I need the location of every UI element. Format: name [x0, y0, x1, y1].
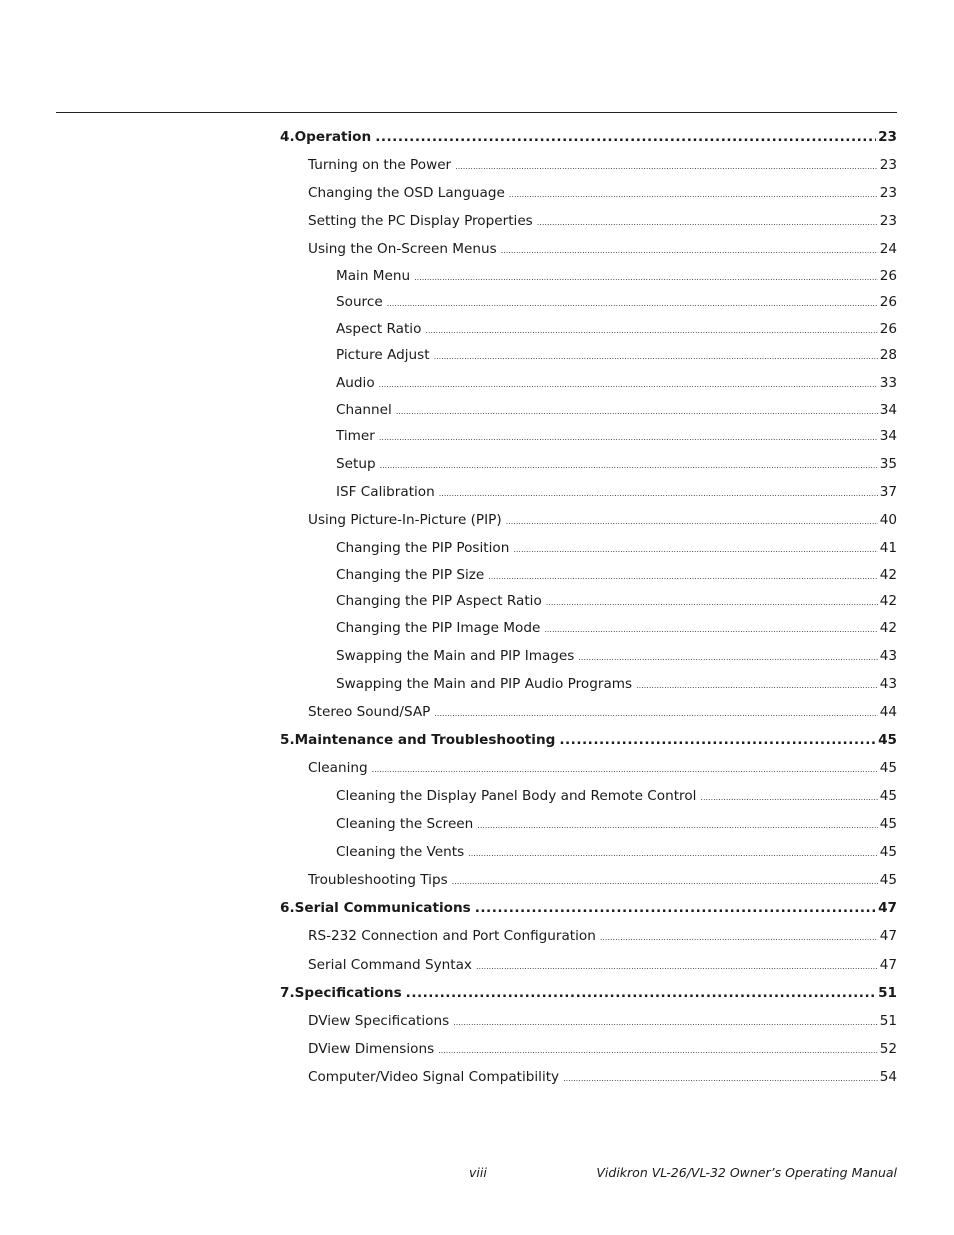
toc-entry[interactable]	[280, 211, 897, 231]
toc-page-number: 35	[879, 456, 897, 472]
dot-leader	[452, 872, 878, 892]
toc-entry[interactable]	[280, 674, 897, 694]
footer-page-number: viii	[469, 1165, 487, 1180]
toc-entry[interactable]	[280, 955, 897, 975]
dot-leader	[379, 428, 878, 448]
toc-entry[interactable]	[280, 870, 897, 890]
dot-leader	[488, 567, 877, 587]
toc-entry-label: Setup	[336, 456, 376, 472]
dot-leader	[387, 294, 878, 314]
toc-entry-label: Maintenance and Troubleshooting	[294, 732, 556, 748]
toc-entry-label: DView Dimensions	[308, 1041, 435, 1057]
toc-page-number: 45	[879, 760, 897, 776]
dot-leader	[380, 456, 878, 476]
dot-leader	[700, 788, 877, 808]
dot-leader	[438, 1041, 878, 1061]
toc-chapter-number: 6.	[280, 900, 295, 916]
dot-leader	[506, 512, 878, 532]
toc-entry-label: Turning on the Power	[308, 157, 452, 173]
dot-leader	[501, 241, 878, 261]
toc-entry[interactable]	[280, 183, 897, 203]
toc-entry[interactable]	[280, 646, 897, 666]
toc-entry[interactable]	[280, 345, 897, 365]
footer-manual-title: Vidikron VL-26/VL-32 Owner’s Operating Manual	[596, 1165, 897, 1180]
toc-entry[interactable]	[280, 758, 897, 778]
dot-leader	[476, 957, 878, 977]
toc-page-number: 33	[879, 375, 897, 391]
toc-page-number: 34	[879, 428, 897, 444]
toc-entry-label: Cleaning the Display Panel Body and Remote Control	[336, 788, 697, 804]
dot-leader	[425, 321, 877, 341]
toc-page-number: 23	[879, 213, 897, 229]
toc-entry[interactable]	[280, 926, 897, 946]
dot-leader	[563, 1069, 878, 1089]
toc-entry-label: Changing the OSD Language	[308, 185, 505, 201]
header-rule	[56, 112, 897, 113]
dot-leader	[578, 648, 877, 668]
toc-chapter-entry[interactable]	[280, 983, 897, 1003]
toc-entry[interactable]	[280, 702, 897, 722]
toc-page-number: 37	[879, 484, 897, 500]
toc-page-number: 28	[879, 347, 897, 363]
toc-entry[interactable]	[280, 155, 897, 175]
toc-chapter-entry[interactable]	[280, 730, 897, 750]
toc-entry-label: Timer	[336, 428, 375, 444]
toc-entry-label: Changing the PIP Aspect Ratio	[336, 593, 542, 609]
toc-entry[interactable]	[280, 1067, 897, 1087]
toc-entry-label: Troubleshooting Tips	[308, 872, 448, 888]
toc-entry[interactable]	[280, 482, 897, 502]
toc-page-number: 34	[879, 402, 897, 418]
toc-entry-label: Cleaning the Vents	[336, 844, 465, 860]
toc-entry-label: Changing the PIP Image Mode	[336, 620, 541, 636]
toc-entry-label: Changing the PIP Position	[336, 540, 510, 556]
dot-leader	[375, 127, 876, 147]
toc-entry-label: Channel	[336, 402, 392, 418]
toc-entry[interactable]	[280, 292, 897, 312]
toc-page-number: 54	[879, 1069, 897, 1085]
toc-page-number: 40	[879, 512, 897, 528]
dot-leader	[434, 347, 878, 367]
toc-entry[interactable]	[280, 591, 897, 611]
dot-leader	[544, 620, 877, 640]
dot-leader	[475, 898, 876, 918]
toc-page-number: 26	[879, 294, 897, 310]
toc-entry[interactable]	[280, 1011, 897, 1031]
dot-leader	[600, 928, 878, 948]
toc-page-number: 42	[879, 567, 897, 583]
toc-page-number: 51	[879, 1013, 897, 1029]
toc-page-number: 42	[879, 620, 897, 636]
toc-page-number: 26	[879, 268, 897, 284]
dot-leader	[468, 844, 878, 864]
toc-entry-label: Aspect Ratio	[336, 321, 422, 337]
dot-leader	[396, 402, 878, 422]
toc-entry[interactable]	[280, 373, 897, 393]
dot-leader	[509, 185, 878, 205]
toc-entry-label: Swapping the Main and PIP Images	[336, 648, 575, 664]
toc-entry-label: Serial Command Syntax	[308, 957, 472, 973]
toc-entry-label: DView Specifications	[308, 1013, 450, 1029]
toc-entry-label: Computer/Video Signal Compatibility	[308, 1069, 560, 1085]
toc-entry-label: Cleaning the Screen	[336, 816, 474, 832]
toc-entry[interactable]	[280, 538, 897, 558]
toc-page-number: 43	[879, 676, 897, 692]
dot-leader	[414, 268, 878, 288]
toc-entry[interactable]	[280, 842, 897, 862]
toc-page-number: 23	[879, 157, 897, 173]
toc-page-number: 45	[879, 872, 897, 888]
toc-page-number: 23	[878, 129, 897, 145]
toc-chapter-entry[interactable]	[280, 127, 897, 147]
dot-leader	[406, 983, 876, 1003]
toc-entry[interactable]	[280, 786, 897, 806]
toc-page-number: 45	[879, 844, 897, 860]
dot-leader	[636, 676, 878, 696]
toc-entry-label: Stereo Sound/SAP	[308, 704, 431, 720]
toc-entry[interactable]	[280, 319, 897, 339]
toc-page-number: 45	[878, 732, 897, 748]
dot-leader	[513, 540, 877, 560]
toc-entry-label: RS-232 Connection and Port Configuration	[308, 928, 596, 944]
toc-entry-label: Operation	[294, 129, 372, 145]
dot-leader	[455, 157, 878, 177]
toc-page-number: 47	[878, 900, 897, 916]
toc-entry[interactable]	[280, 266, 897, 286]
toc-page-number: 45	[879, 816, 897, 832]
toc-entry[interactable]	[280, 239, 897, 259]
toc-page-number: 44	[879, 704, 897, 720]
dot-leader	[372, 760, 878, 780]
toc-chapter-number: 4.	[280, 129, 295, 145]
toc-page-number: 43	[879, 648, 897, 664]
toc-entry-label: Changing the PIP Size	[336, 567, 485, 583]
toc-entry-label: Setting the PC Display Properties	[308, 213, 533, 229]
toc-entry-label: Serial Communications	[294, 900, 471, 916]
toc-page-number: 24	[879, 241, 897, 257]
toc-entry-label: Main Menu	[336, 268, 411, 284]
dot-leader	[379, 375, 878, 395]
toc-entry[interactable]	[280, 565, 897, 585]
toc-entry-label: Using the On-Screen Menus	[308, 241, 497, 257]
toc-page-number: 47	[879, 928, 897, 944]
toc-page-number: 47	[879, 957, 897, 973]
toc-page-number: 41	[879, 540, 897, 556]
toc-entry[interactable]	[280, 510, 897, 530]
dot-leader	[439, 484, 878, 504]
toc-chapter-entry[interactable]	[280, 898, 897, 918]
dot-leader	[559, 730, 876, 750]
toc-page-number: 23	[879, 185, 897, 201]
toc-entry-label: Specifications	[294, 985, 402, 1001]
toc-entry[interactable]	[280, 426, 897, 446]
toc-page-number: 26	[879, 321, 897, 337]
toc-page-number: 45	[879, 788, 897, 804]
toc-page-number: 52	[879, 1041, 897, 1057]
toc-entry-label: Cleaning	[308, 760, 368, 776]
toc-entry-label: Swapping the Main and PIP Audio Programs	[336, 676, 633, 692]
toc-entry-label: Using Picture-In-Picture (PIP)	[308, 512, 502, 528]
dot-leader	[537, 213, 878, 233]
toc-entry[interactable]	[280, 454, 897, 474]
dot-leader	[434, 704, 877, 724]
toc-entry[interactable]	[280, 618, 897, 638]
toc-entry-label: ISF Calibration	[336, 484, 435, 500]
toc-chapter-number: 7.	[280, 985, 295, 1001]
dot-leader	[477, 816, 877, 836]
dot-leader	[453, 1013, 878, 1033]
toc-entry[interactable]	[280, 814, 897, 834]
toc-entry-label: Source	[336, 294, 383, 310]
toc-entry[interactable]	[280, 1039, 897, 1059]
toc-entry-label: Picture Adjust	[336, 347, 430, 363]
toc-entry[interactable]	[280, 400, 897, 420]
toc-entry-label: Audio	[336, 375, 375, 391]
toc-page-number: 42	[879, 593, 897, 609]
dot-leader	[546, 593, 878, 613]
toc-page-number: 51	[878, 985, 897, 1001]
toc-chapter-number: 5.	[280, 732, 295, 748]
